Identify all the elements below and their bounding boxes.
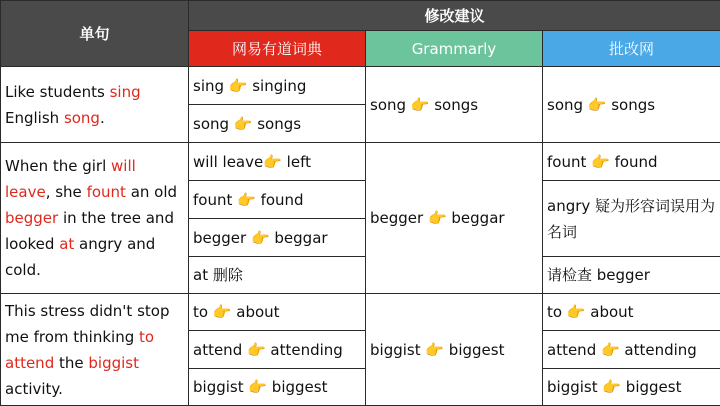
sentence-text: activity. [5, 379, 63, 398]
youdao-suggestion: biggist 👉 biggest [189, 369, 366, 406]
pigai-suggestion: to 👉 about [543, 294, 720, 331]
sentence-text: . [99, 108, 105, 127]
pigai-header: 批改网 [543, 31, 720, 67]
youdao-suggestion: to 👉 about [189, 294, 366, 331]
youdao-suggestion: begger 👉 beggar [189, 219, 366, 257]
youdao-suggestion: will leave👉 left [189, 143, 366, 181]
error-word: begger [5, 209, 59, 227]
sentence-text: angry and cold. [5, 235, 156, 279]
sentence-text: an old [125, 183, 178, 201]
sentence-header: 单句 [1, 1, 189, 67]
sentence-text: English [5, 108, 64, 127]
youdao-suggestion: attend 👉 attending [189, 331, 366, 369]
error-word: fount [86, 183, 126, 201]
pigai-suggestion: 请检查 begger [543, 257, 720, 294]
sentence-cell [1, 294, 189, 406]
error-word: will leave [5, 157, 136, 201]
sentence-text: in the tree and looked [5, 209, 174, 253]
error-word: to attend [5, 327, 155, 372]
sentence-cell [1, 67, 189, 143]
pigai-suggestion: song 👉 songs [543, 67, 720, 143]
pigai-suggestion: angry 疑为形容词误用为名词 [543, 181, 720, 257]
youdao-suggestion: sing 👉 singing [189, 67, 366, 105]
grammarly-suggestion: song 👉 songs [366, 67, 543, 143]
youdao-header: 网易有道词典 [189, 31, 366, 67]
sentence-text: Like students [5, 82, 110, 101]
pigai-suggestion: attend 👉 attending [543, 331, 720, 369]
pigai-suggestion: biggist 👉 biggest [543, 369, 720, 406]
grammarly-header: Grammarly [366, 31, 543, 67]
error-word: biggist [88, 353, 139, 372]
youdao-suggestion: fount 👉 found [189, 181, 366, 219]
grammarly-suggestion: begger 👉 beggar [366, 143, 543, 294]
pigai-suggestion: fount 👉 found [543, 143, 720, 181]
suggestions-header: 修改建议 [189, 1, 720, 31]
grammarly-suggestion: biggist 👉 biggest [366, 294, 543, 406]
error-word: song [63, 108, 100, 127]
youdao-suggestion: song 👉 songs [189, 105, 366, 143]
sentence-text: This stress didn't stop me from thinking [5, 301, 170, 346]
sentence-cell [1, 143, 189, 294]
sentence-text: When the girl [5, 157, 112, 175]
sentence-text: , she [45, 183, 87, 201]
error-word: at [59, 235, 75, 253]
youdao-suggestion: at 删除 [189, 257, 366, 294]
sentence-text: the [54, 353, 89, 372]
error-word: sing [109, 82, 141, 101]
